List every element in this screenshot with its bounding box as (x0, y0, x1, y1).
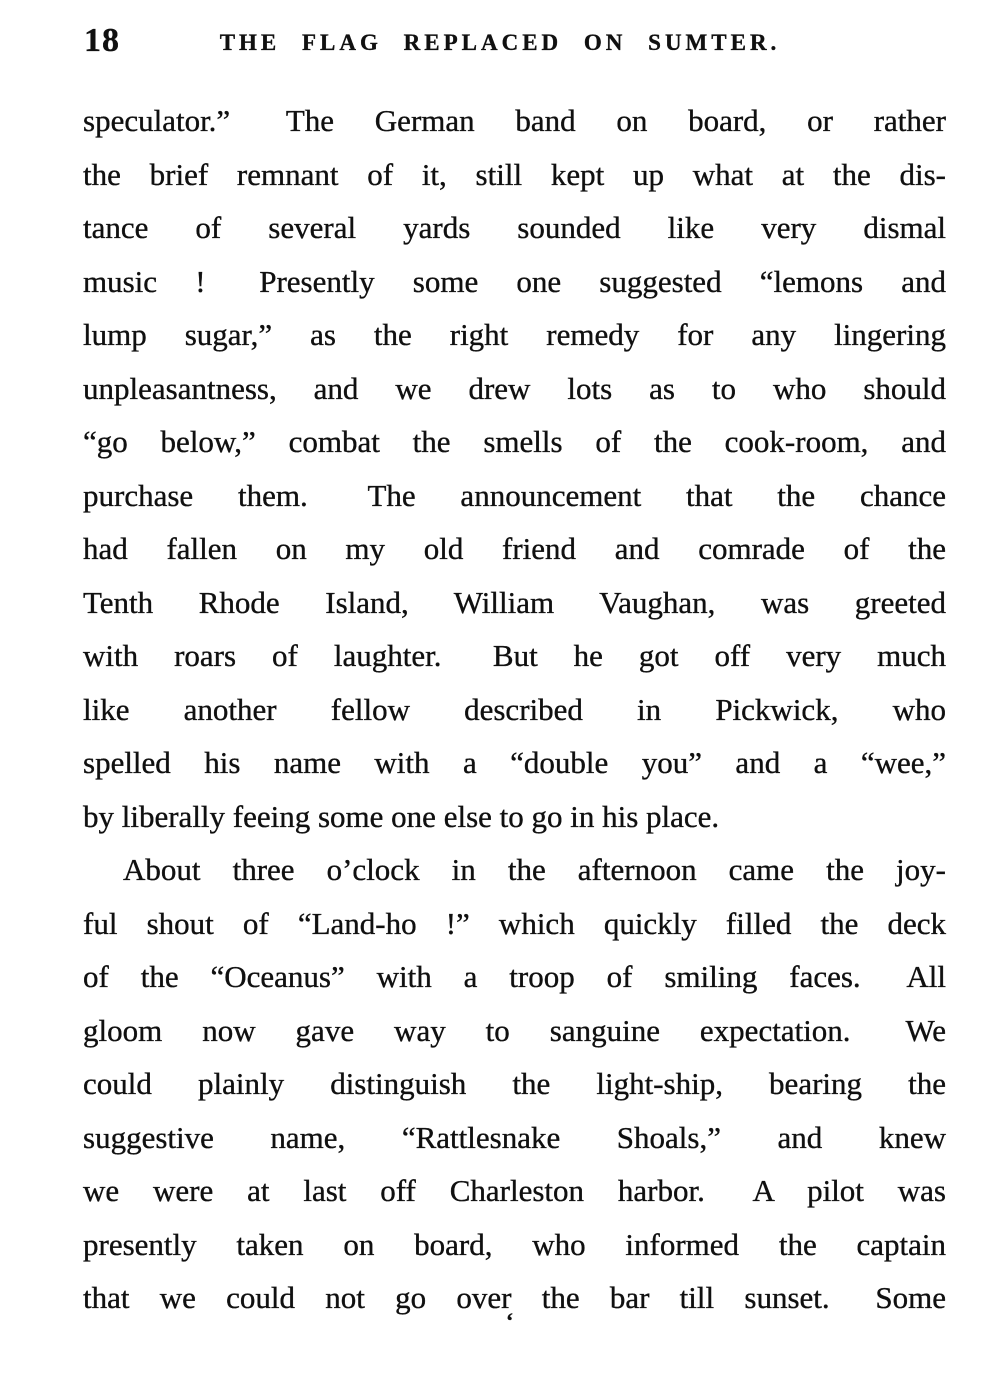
text-line: suggestive name, “Rattlesnake Shoals,” and knew (83, 1119, 946, 1155)
text-line: lump sugar,” as the right remedy for any lingering (83, 317, 946, 352)
text-line: of the “Oceanus” with a troop of smiling faces. All (83, 959, 946, 994)
text-line: spelled his name with a “double you” and a “wee,” (83, 745, 946, 780)
running-header: THE FLAG REPLACED ON SUMTER. (219, 30, 781, 55)
text-line paragraph-end: by liberally feeing some one else to go in his place. (83, 798, 720, 834)
text-line: music ! Presently some one suggested “lemons and (83, 263, 946, 299)
text-line: gloom now gave way to sanguine expectation. We (83, 1012, 946, 1048)
stray-ink-mark: ‘ (506, 1308, 514, 1333)
text-line: had fallen on my old friend and comrade of the (83, 531, 946, 566)
text-line: purchase them. The announcement that the chance (83, 477, 946, 513)
text-line: with roars of laughter. But he got off very much (83, 638, 946, 673)
body-text (83, 94, 946, 1325)
text-line: Tenth Rhode Island, William Vaughan, was greeted (83, 584, 946, 620)
text-line: “go below,” combat the smells of the cook-room, and (83, 424, 946, 459)
text-line paragraph-start: About three o’clock in the afternoon came the joy- (123, 852, 946, 887)
text-line: speculator.” The German band on board, or rather (83, 103, 946, 138)
text-line: could plainly distinguish the light-ship, bearing the (83, 1066, 946, 1101)
text-line: ful shout of “Land-ho !” which quickly filled the deck (83, 905, 946, 941)
page-number: 18 (84, 22, 120, 59)
text-line: tance of several yards sounded like very dismal (83, 210, 946, 245)
text-line: unpleasantness, and we drew lots as to who should (83, 370, 946, 406)
text-line: we were at last off Charleston harbor. A pilot was (83, 1173, 946, 1208)
text-line: the brief remnant of it, still kept up what at the dis- (83, 156, 946, 192)
text-line: that we could not go over the bar till sunset. Some (83, 1280, 946, 1315)
text-line: presently taken on board, who informed the captain (83, 1226, 946, 1262)
text-line: like another fellow described in Pickwick, who (83, 691, 946, 727)
